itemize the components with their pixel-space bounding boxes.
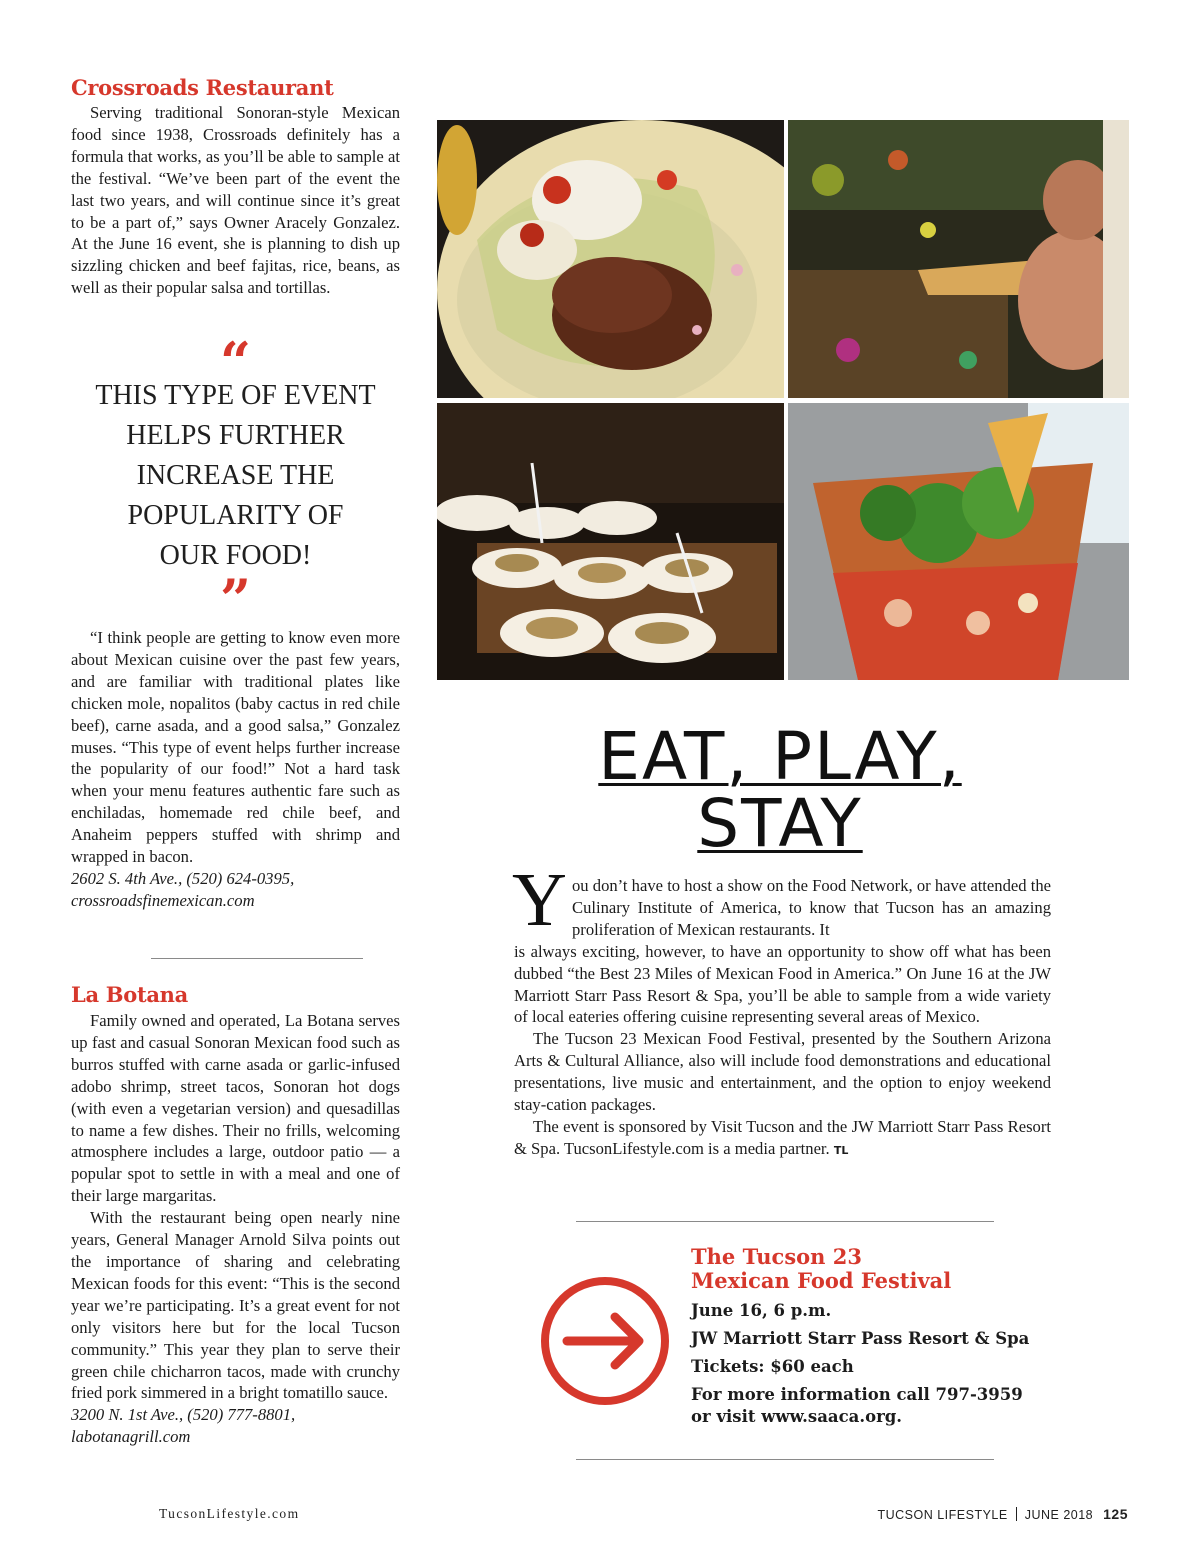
event-title-line1: The Tucson 23 xyxy=(691,1244,862,1269)
crossroads-intro-text: Serving traditional Sonoran-style Mexican food since 1938, Crossroads definitely has a formula that works, as you’ll be able to sample at the festival. “We’ve been part of the event the last two years, and will continue since it’s great to be a part of,” says Owner Aracely Gonzalez. At the June 16 event, she is planning to dish up sizzling chicken and beef fajitas, rice, beans, as well as their popular salsa and tortillas. xyxy=(71,103,400,298)
arrow-right-circle-icon xyxy=(539,1275,671,1407)
headline-line2: STAY xyxy=(697,785,863,862)
article-para3 xyxy=(514,1116,1051,1162)
crossroads-title: Crossroads Restaurant xyxy=(71,75,334,100)
article-para2: The Tucson 23 Mexican Food Festival, presented by the Southern Arizona Arts & Cultural Alliance, also will include food demonstrations and educational presentations, live music and entertainment, and the option to enjoy weekend stay-cation packages. xyxy=(514,1029,1051,1115)
event-venue: JW Marriott Starr Pass Resort & Spa xyxy=(691,1329,1030,1348)
labotana-body xyxy=(71,1010,400,1448)
pull-quote-line: THIS TYPE OF EVENT xyxy=(95,380,376,411)
taco-photo xyxy=(437,120,784,398)
article-lead: ou don’t have to host a show on the Food Network, or have attended the Culinary Institute of America, to know that Tucson has an amazing proliferation of Mexican restaurants. It xyxy=(572,876,1051,939)
crossroads-quote-text: “I think people are getting to know even more about Mexican cuisine over the past few years, and are familiar with traditional plates like chicken mole, nopalitos (baby cactus in red chile beef), carne asada, and a good salsa,” Gonzalez muses. “This type of event helps further increase the popularity of our food!” Not a hard task when your menu features authentic fare such as enchiladas, homemade red chile beef, and Anaheim peppers stuffed with shrimp and wrapped in bacon. xyxy=(71,628,400,867)
close-quote-mark: ” xyxy=(219,567,252,631)
event-date: June 16, 6 p.m. xyxy=(691,1301,832,1320)
event-title-line2: Mexican Food Festival xyxy=(691,1268,952,1293)
article-para1 xyxy=(514,875,1051,1028)
footer-magazine: TUCSON LIFESTYLE xyxy=(877,1508,1008,1522)
labotana-address: 3200 N. 1st Ave., (520) 777-8801, xyxy=(71,1405,296,1425)
pull-quote-line: POPULARITY OF xyxy=(127,500,344,531)
tasting-photo xyxy=(788,120,1129,398)
headline xyxy=(540,718,1020,862)
headline-line1: EAT, PLAY, xyxy=(598,718,962,795)
pull-quote-line: HELPS FURTHER xyxy=(126,420,345,451)
event-bottom-divider xyxy=(576,1459,994,1460)
labotana-title: La Botana xyxy=(71,982,188,1007)
tamale-plates-illustration xyxy=(437,403,784,680)
taco-illustration xyxy=(437,120,784,398)
tamale-plates-photo xyxy=(437,403,784,680)
crossroads-intro xyxy=(71,102,400,299)
tasting-illustration xyxy=(788,120,1129,398)
pull-quote-line: INCREASE THE xyxy=(136,460,335,491)
page-number: 125 xyxy=(1103,1506,1128,1522)
crossroads-website[interactable]: crossroadsfinemexican.com xyxy=(71,890,255,910)
crossroads-address: 2602 S. 4th Ave., (520) 624-0395, xyxy=(71,868,295,888)
footer-folio xyxy=(877,1506,1128,1522)
pull-quote xyxy=(71,376,400,576)
section-divider xyxy=(151,958,363,959)
folio-separator xyxy=(1016,1507,1017,1521)
labotana-para2: With the restaurant being open nearly nine years, General Manager Arnold Silva points out the importance of sharing and celebrating Mexican foods for this event: “This is the second year we’re participating. It’s a great event for not only visitors here but for the local Tucson community.” This year they plan to serve their green chile chicharron tacos, made with crunchy fried pork simmered in a bright tomatillo sauce. xyxy=(71,1208,400,1403)
crossroads-quote xyxy=(71,627,400,912)
event-top-divider xyxy=(576,1221,994,1222)
event-tickets: Tickets: $60 each xyxy=(691,1357,854,1376)
ceviche-cup-illustration xyxy=(788,403,1129,680)
event-info-line2[interactable]: or visit www.saaca.org. xyxy=(691,1407,903,1426)
pull-quote-line: OUR FOOD! xyxy=(159,540,312,571)
footer-issue: JUNE 2018 xyxy=(1024,1508,1094,1522)
drop-cap: Y xyxy=(512,858,567,942)
open-quote-mark: “ xyxy=(219,330,252,394)
labotana-para1: Family owned and operated, La Botana serves up fast and casual Sonoran Mexican food such as burros stuffed with carne asada or garlic-infused adobo shrimp, street tacos, Sonoran hot dogs (with even a vegetarian version) and quesadillas to name a few dishes. Their no frills, welcoming atmosphere includes a large, outdoor patio — a popular spot to settle in with a meal and one of their large margaritas. xyxy=(71,1011,400,1206)
article-body xyxy=(514,875,1051,1162)
labotana-website[interactable]: labotanagrill.com xyxy=(71,1427,191,1447)
article-para3-text: The event is sponsored by Visit Tucson and the JW Marriott Starr Pass Resort & Spa. TucsonLifestyle.com is a media partner. xyxy=(514,1116,1051,1158)
article-para1-rest: is always exciting, however, to have an opportunity to show off what has been dubbed “the Best 23 Miles of Mexican Food in America.” On June 16 at the JW Marriott Starr Pass Resort & Spa, you’ll be able to sample from a wide variety of local eateries offering cuisine representing several areas of Mexico. xyxy=(514,941,1051,1027)
end-mark: TL xyxy=(833,1143,849,1157)
event-title xyxy=(691,1245,951,1293)
footer-website[interactable]: TucsonLifestyle.com xyxy=(159,1506,300,1521)
ceviche-cup-photo xyxy=(788,403,1129,680)
event-info-line1: For more information call 797-3959 xyxy=(691,1385,1023,1404)
